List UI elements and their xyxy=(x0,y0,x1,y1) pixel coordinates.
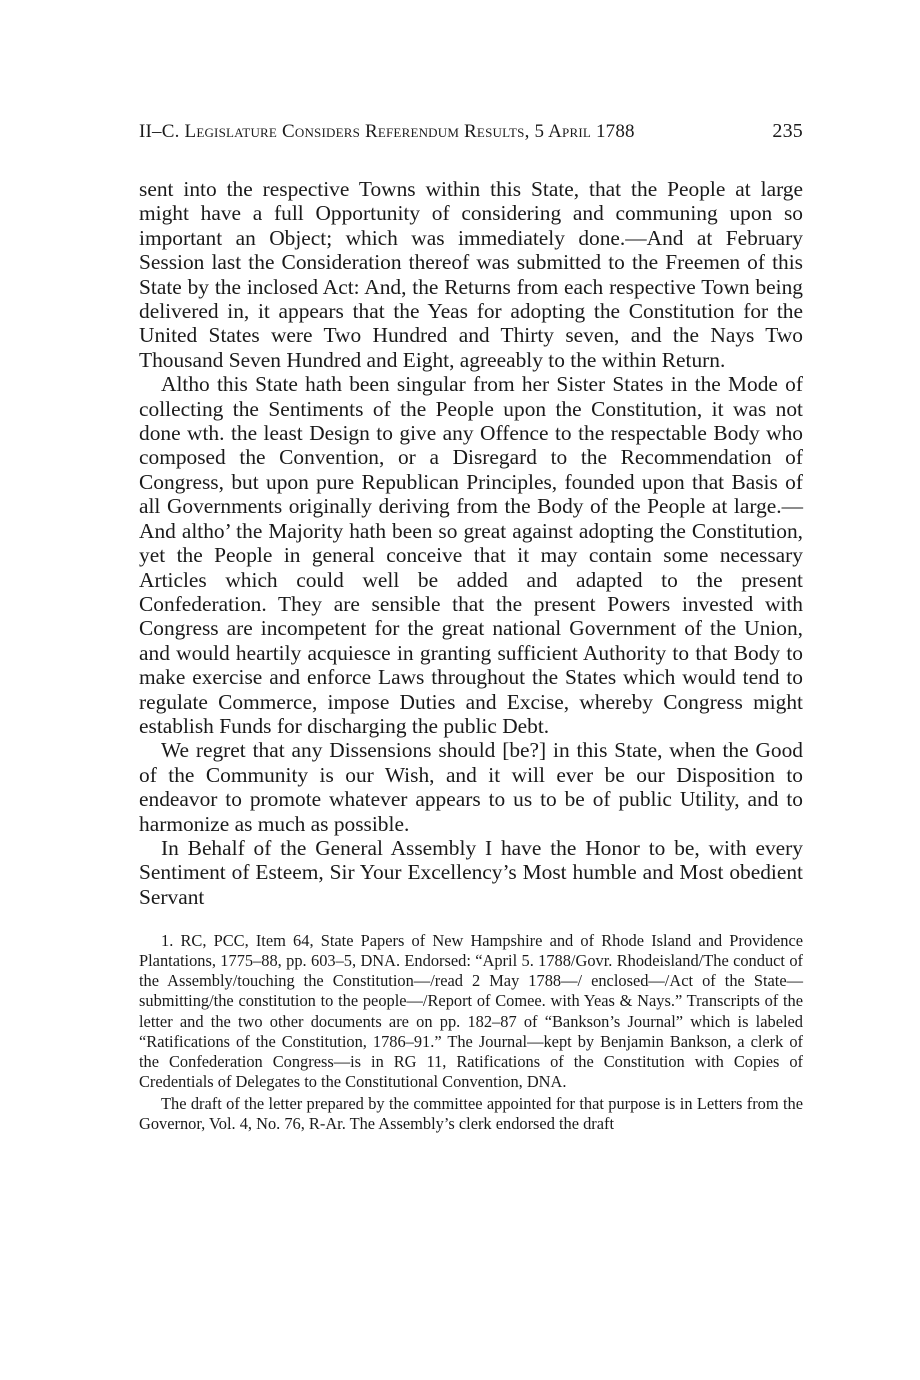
footnote: 1. RC, PCC, Item 64, State Papers of New Hampshire and of Rhode Island and Providence Plantations, 1775–88, pp. 603–5, DNA. Endorsed: “April 5. 1788/Govr. Rhodeisland/The conduct of the Assembly/touching the Constitution—/read 2 May 1788—/ enclosed—/Act of the State—submitting/the constitution to the people—/Report of Comee. with Yeas & Nays.” Transcripts of the letter and the two other documents are on pp. 182–87 of “Bankson’s Journal” which is labeled “Ratifications of the Constitution, 1786–91.” The Journal—kept by Benjamin Bankson, a clerk of the Confederation Congress—is in RG 11, Ratifications of the Constitution with Copies of Credentials of Delegates to the Constitutional Convention, DNA. xyxy=(139,931,803,1091)
body-paragraph: In Behalf of the General Assembly I have the Honor to be, with every Sentiment of Esteem, Sir Your Excellency’s Most humble and Most obedient Servant xyxy=(139,835,803,909)
running-head xyxy=(139,120,803,143)
document-page xyxy=(139,120,803,1134)
body-paragraph: sent into the respective Towns within this State, that the People at large might have a full Opportunity of considering and communing upon so important an Object; which was immediately done.—And at February Session last the Consideration thereof was submitted to the Freemen of this State by the inclosed Act: And, the Returns from each respective Town being delivered in, it appears that the Yeas for adopting the Constitution for the United States were Two Hundred and Thirty seven, and the Nays Two Thousand Seven Hundred and Eight, agreeably to the within Return. xyxy=(139,177,803,372)
body-paragraph: We regret that any Dissensions should [be?] in this State, when the Good of the Community is our Wish, and it will ever be our Disposition to endeavor to promote whatever appears to us to be of public Utility, and to harmonize as much as possible. xyxy=(139,738,803,836)
running-head-title: II–C. Legislature Considers Referendum Results, 5 April 1788 xyxy=(139,121,635,142)
footnote: The draft of the letter prepared by the committee appointed for that purpose is in Letters from the Governor, Vol. 4, No. 76, R-Ar. The Assembly’s clerk endorsed the draft xyxy=(139,1093,803,1134)
footnotes xyxy=(139,931,803,1134)
body-paragraph: Altho this State hath been singular from her Sister States in the Mode of collecting the Sentiments of the People upon the Constitution, it was not done wth. the least Design to give any Offence to the respectable Body who composed the Convention, or a Disregard to the Recommendation of Congress, but upon pure Republican Principles, founded upon that Basis of all Governments originally deriving from the Body of the People at large.—And altho’ the Majority hath been so great against adopting the Constitution, yet the People in general conceive that it may contain some necessary Articles which could well be added and adapted to the present Confederation. They are sensible that the present Powers invested with Congress are incompetent for the great national Government of the Union, and would heartily acquiesce in granting sufficient Authority to that Body to make exercise and enforce Laws throughout the States which would tend to regulate Commerce, impose Duties and Excise, whereby Congress might establish Funds for discharging the public Debt. xyxy=(139,372,803,738)
page-number: 235 xyxy=(772,120,803,142)
letter-body xyxy=(139,177,803,909)
